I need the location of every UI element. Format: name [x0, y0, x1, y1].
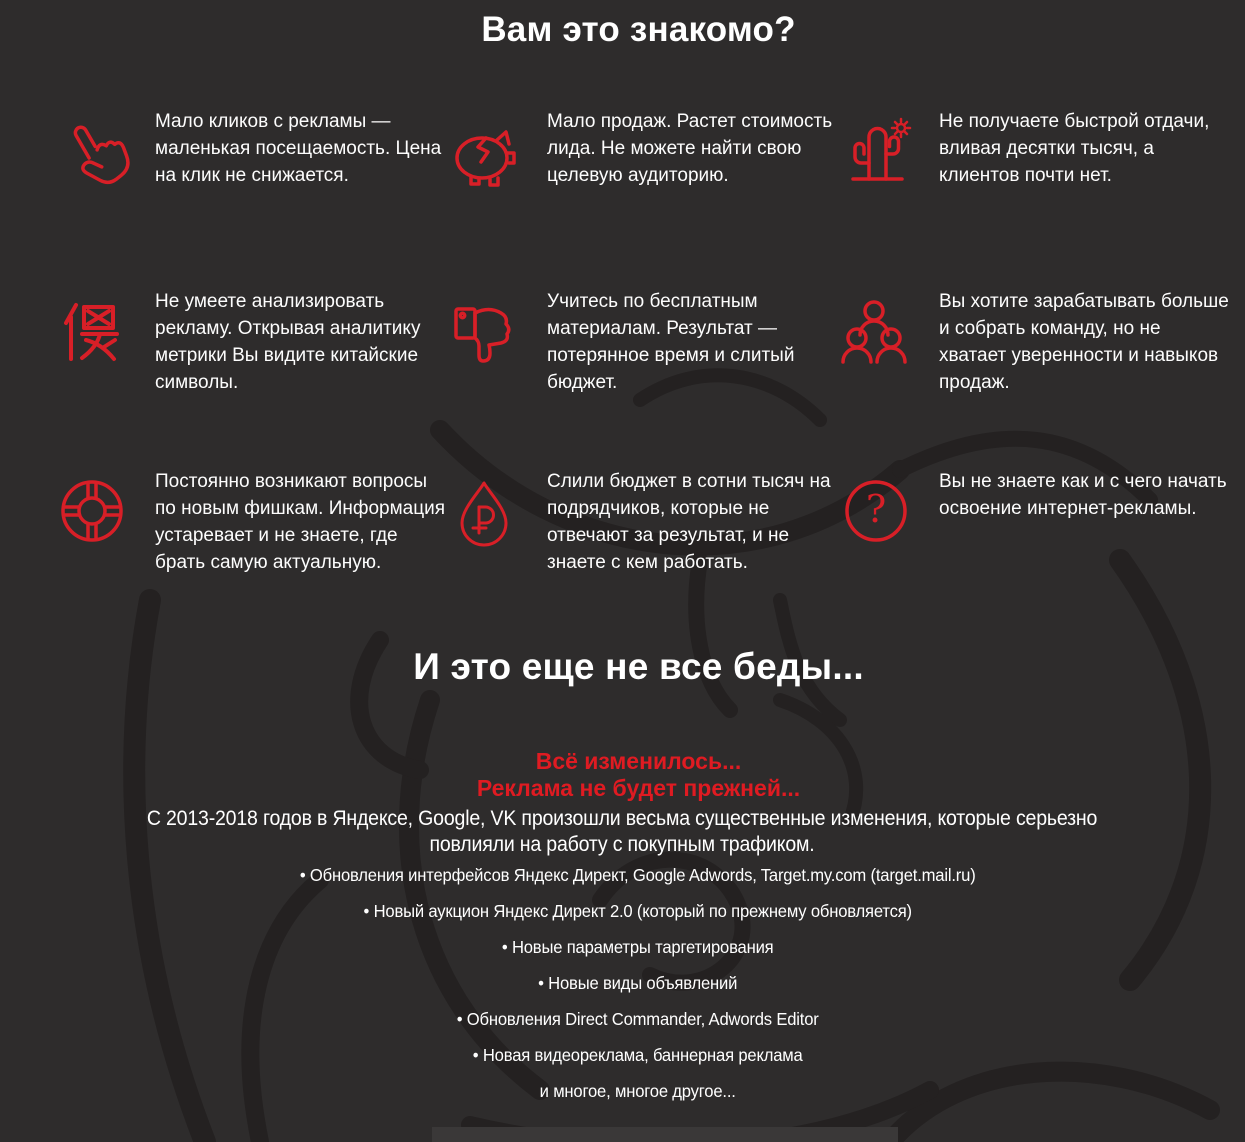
list-item: • Новые виды объявлений [538, 973, 738, 993]
team-icon [841, 288, 911, 374]
pain-text: Слили бюджет в сотни тысяч на подрядчиков, которые не отвечают за результат, и не знаете с кем работать. [547, 471, 831, 573]
pain-text: Учитесь по бесплатным материалам. Результат — потерянное время и слитый бюджет. [547, 291, 795, 393]
pain-text: Мало кликов с рекламы — маленькая посещаемость. Цена на клик не снижается. [155, 111, 442, 186]
broken-piggy-bank-icon [449, 108, 519, 194]
question-circle-icon [841, 468, 911, 554]
list-item: • Новый аукцион Яндекс Директ 2.0 (который по прежнему обновляется) [363, 901, 912, 921]
list-item: • Обновления Direct Commander, Adwords Editor [456, 1009, 819, 1029]
pointer-hand-icon [57, 108, 127, 194]
pain-item [841, 288, 1233, 468]
lifebuoy-icon [57, 468, 127, 554]
list-item: • Новая видеореклама, баннерная реклама [472, 1045, 803, 1065]
pain-text: Вы не знаете как и с чего начать освоение интернет-рекламы. [939, 471, 1227, 519]
pain-text: Постоянно возникают вопросы по новым фишкам. Информация устаревает и не знаете, где брать самую актуальную. [155, 471, 446, 573]
pain-text: Не получаете быстрой отдачи, вливая десятки тысяч, а клиентов почти нет. [939, 111, 1210, 186]
page-title: Вам это знакомо? [481, 10, 796, 49]
list-item: • Новые параметры таргетирования [501, 937, 774, 957]
pain-text: Не умеете анализировать рекламу. Открывая аналитику метрики Вы видите китайские символы. [155, 291, 421, 393]
pain-item [449, 108, 841, 288]
ruble-drop-icon [449, 468, 519, 554]
changes-list [31, 864, 1214, 1102]
changes-warning-line1: Всё изменилось... [535, 748, 742, 774]
pain-item [57, 288, 449, 468]
list-item: • Обновления интерфейсов Яндекс Директ, Google Adwords, Target.my.com (target.mail.ru) [299, 865, 976, 885]
pain-item [841, 468, 1233, 648]
subsection-title: И это еще не все беды... [413, 646, 864, 687]
pain-points-grid [57, 108, 1233, 648]
pain-text: Мало продаж. Растет стоимость лида. Не можете найти свою целевую аудиторию. [547, 111, 833, 186]
pain-item [841, 108, 1233, 288]
changes-warning-line2: Реклама не будет прежней... [476, 775, 801, 801]
pain-item [57, 468, 449, 648]
pain-item [449, 468, 841, 648]
pain-item [57, 108, 449, 288]
thumbs-down-icon [449, 288, 519, 374]
chinese-character-icon [57, 288, 127, 374]
next-section-peek [432, 1127, 898, 1142]
list-outro: и многое, многое другое... [539, 1081, 736, 1101]
pain-item [449, 288, 841, 468]
changes-warning [0, 748, 1245, 802]
svg-text:?: ? [865, 487, 887, 531]
pain-text: Вы хотите зарабатывать больше и собрать команду, но не хватает уверенности и навыков продаж. [939, 291, 1229, 393]
changes-paragraph: С 2013-2018 годов в Яндексе, Google, VK произошли весьма существенные изменения, которые серьезно повлияли на работу с покупным трафиком. [146, 807, 1098, 856]
cactus-sun-icon [841, 108, 911, 194]
